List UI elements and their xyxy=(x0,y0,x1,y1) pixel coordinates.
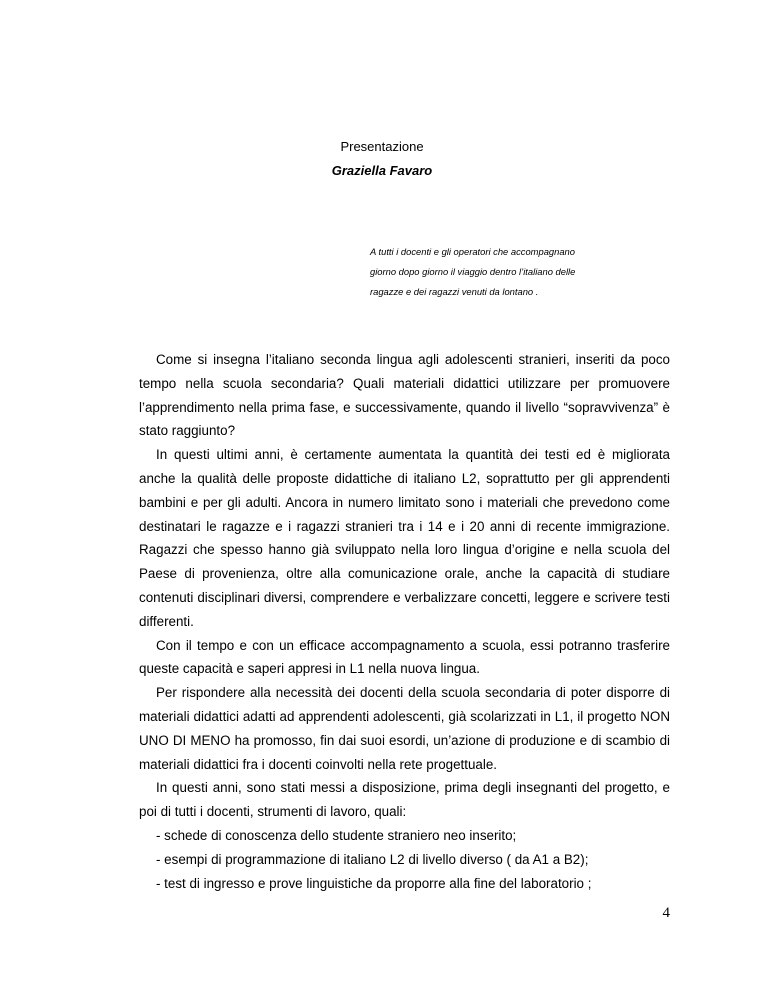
paragraph: In questi anni, sono stati messi a disposizione, prima degli insegnanti del progetto, e poi di tutti i docenti, strumenti di lavoro, quali: xyxy=(139,780,670,820)
dedication-line: ragazze e dei ragazzi venuti da lontano . xyxy=(370,286,539,297)
list-item: - esempi di programmazione di italiano L2 di livello diverso ( da A1 a B2); xyxy=(156,851,589,867)
body-text xyxy=(139,348,670,895)
author-name: Graziella Favaro xyxy=(331,163,433,178)
paragraph: Per rispondere alla necessità dei docenti della scuola secondaria di poter disporre di materiali didattici adatti ad apprendenti adolescenti, già scolarizzati in L1, il progetto NON UNO DI MENO ha promosso, fin dai suoi esordi, un’azione di produzione e di scambio di materiali didattici fra i docenti coinvolti nella rete progettuale. xyxy=(139,685,670,772)
list-item: - schede di conoscenza dello studente straniero neo inserito; xyxy=(156,827,517,843)
dedication-line: A tutti i docenti e gli operatori che accompagnano xyxy=(370,246,575,257)
paragraph: Come si insegna l’italiano seconda lingua agli adolescenti stranieri, inseriti da poco tempo nella scuola secondaria? Quali materiali didattici utilizzare per promuovere l’apprendimento nella prima fase, e successivamente, quando il livello “sopravvivenza” è stato raggiunto? xyxy=(139,352,670,439)
list-item: - test di ingresso e prove linguistiche da proporre alla fine del laboratorio ; xyxy=(156,875,592,891)
dedication-line: giorno dopo giorno il viaggio dentro l’italiano delle xyxy=(370,266,576,277)
paragraph: Con il tempo e con un efficace accompagnamento a scuola, essi potranno trasferire queste capacità e saperi appresi in L1 nella nuova lingua. xyxy=(139,637,670,677)
page-title: Presentazione xyxy=(340,139,424,154)
page-number: 4 xyxy=(662,905,670,921)
dedication xyxy=(370,242,670,302)
paragraph: In questi ultimi anni, è certamente aumentata la quantità dei testi ed è migliorata anche la qualità delle proposte didattiche di italiano L2, soprattutto per gli apprendenti bambini e per gli adulti. Ancora in numero limitato sono i materiali che prevedono come destinatari le ragazze e i ragazzi stranieri tra i 14 e i 20 anni di recente immigrazione. Ragazzi che spesso hanno già sviluppato nella loro lingua d’origine e nella scuola del Paese di provenienza, oltre alla comunicazione orale, anche la capacità di studiare contenuti disciplinari diversi, comprendere e verbalizzare concetti, leggere e scrivere testi differenti. xyxy=(139,447,670,629)
